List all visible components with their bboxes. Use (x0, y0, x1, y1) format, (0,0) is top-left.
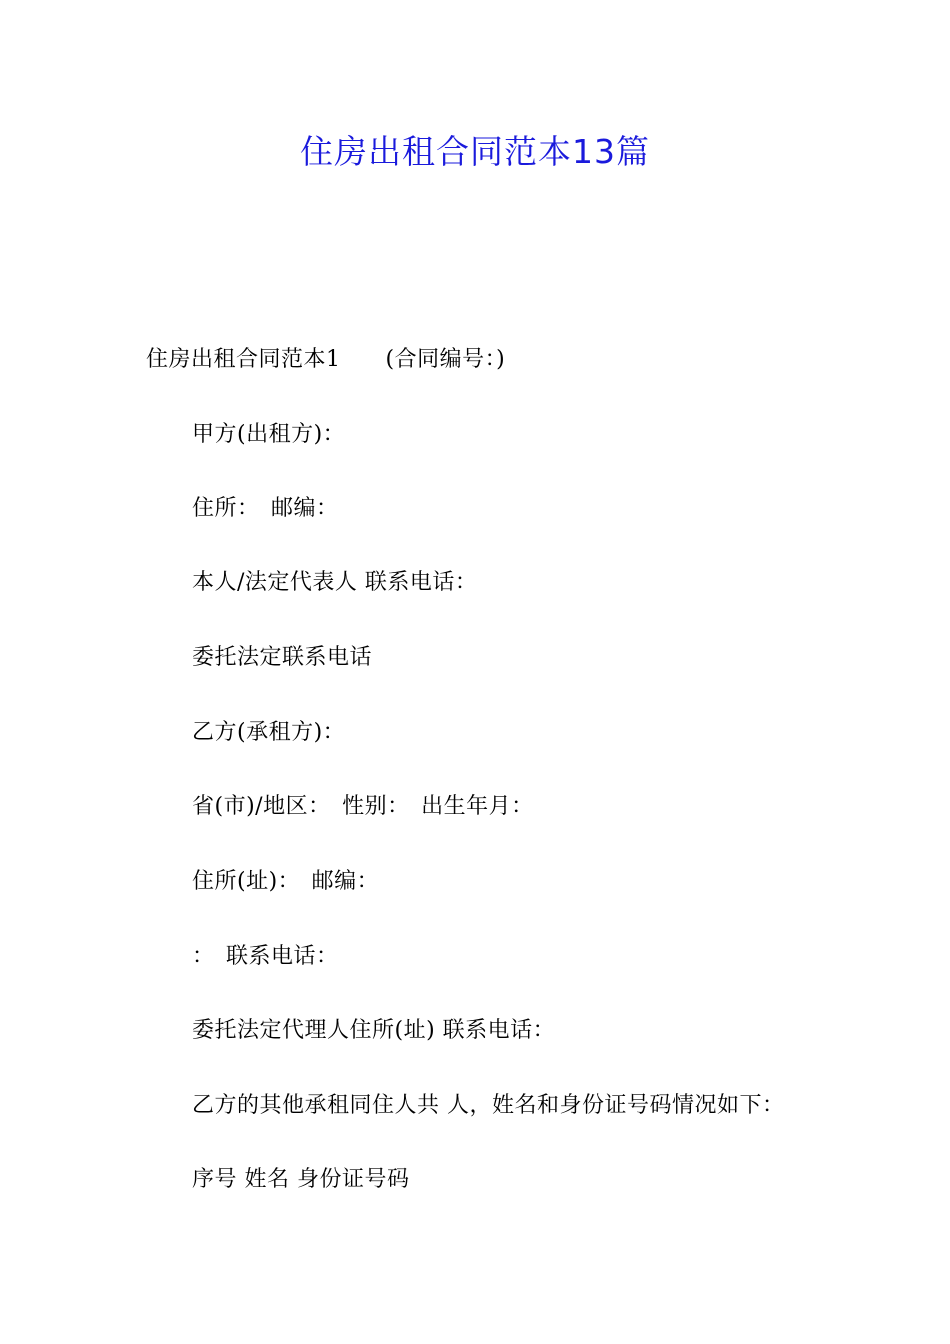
party-b-line: 乙方(承租方)： (192, 720, 346, 745)
party-a-representative-line: 本人/法定代表人 联系电话： (192, 570, 478, 595)
party-b-agent-line: 委托法定代理人住所(址) 联系电话： (192, 1018, 556, 1043)
party-b-phone-line: ： 联系电话： (192, 944, 339, 969)
party-a-line: 甲方(出租方)： (192, 422, 346, 447)
contract-heading: 住房出租合同范本1 (合同编号：) (146, 347, 506, 372)
party-b-region-line: 省(市)/地区： 性别： 出生年月： (192, 794, 534, 819)
co-residents-table-header: 序号 姓名 身份证号码 (192, 1167, 410, 1192)
co-residents-line: 乙方的其他承租同住人共 人，姓名和身份证号码情况如下： (192, 1093, 785, 1118)
party-b-address-line: 住所(址)： 邮编： (192, 869, 380, 894)
party-a-agent-line: 委托法定联系电话 (192, 645, 373, 670)
party-a-address-line: 住所： 邮编： (192, 496, 339, 521)
document-title: 住房出租合同范本13篇 (300, 132, 650, 171)
